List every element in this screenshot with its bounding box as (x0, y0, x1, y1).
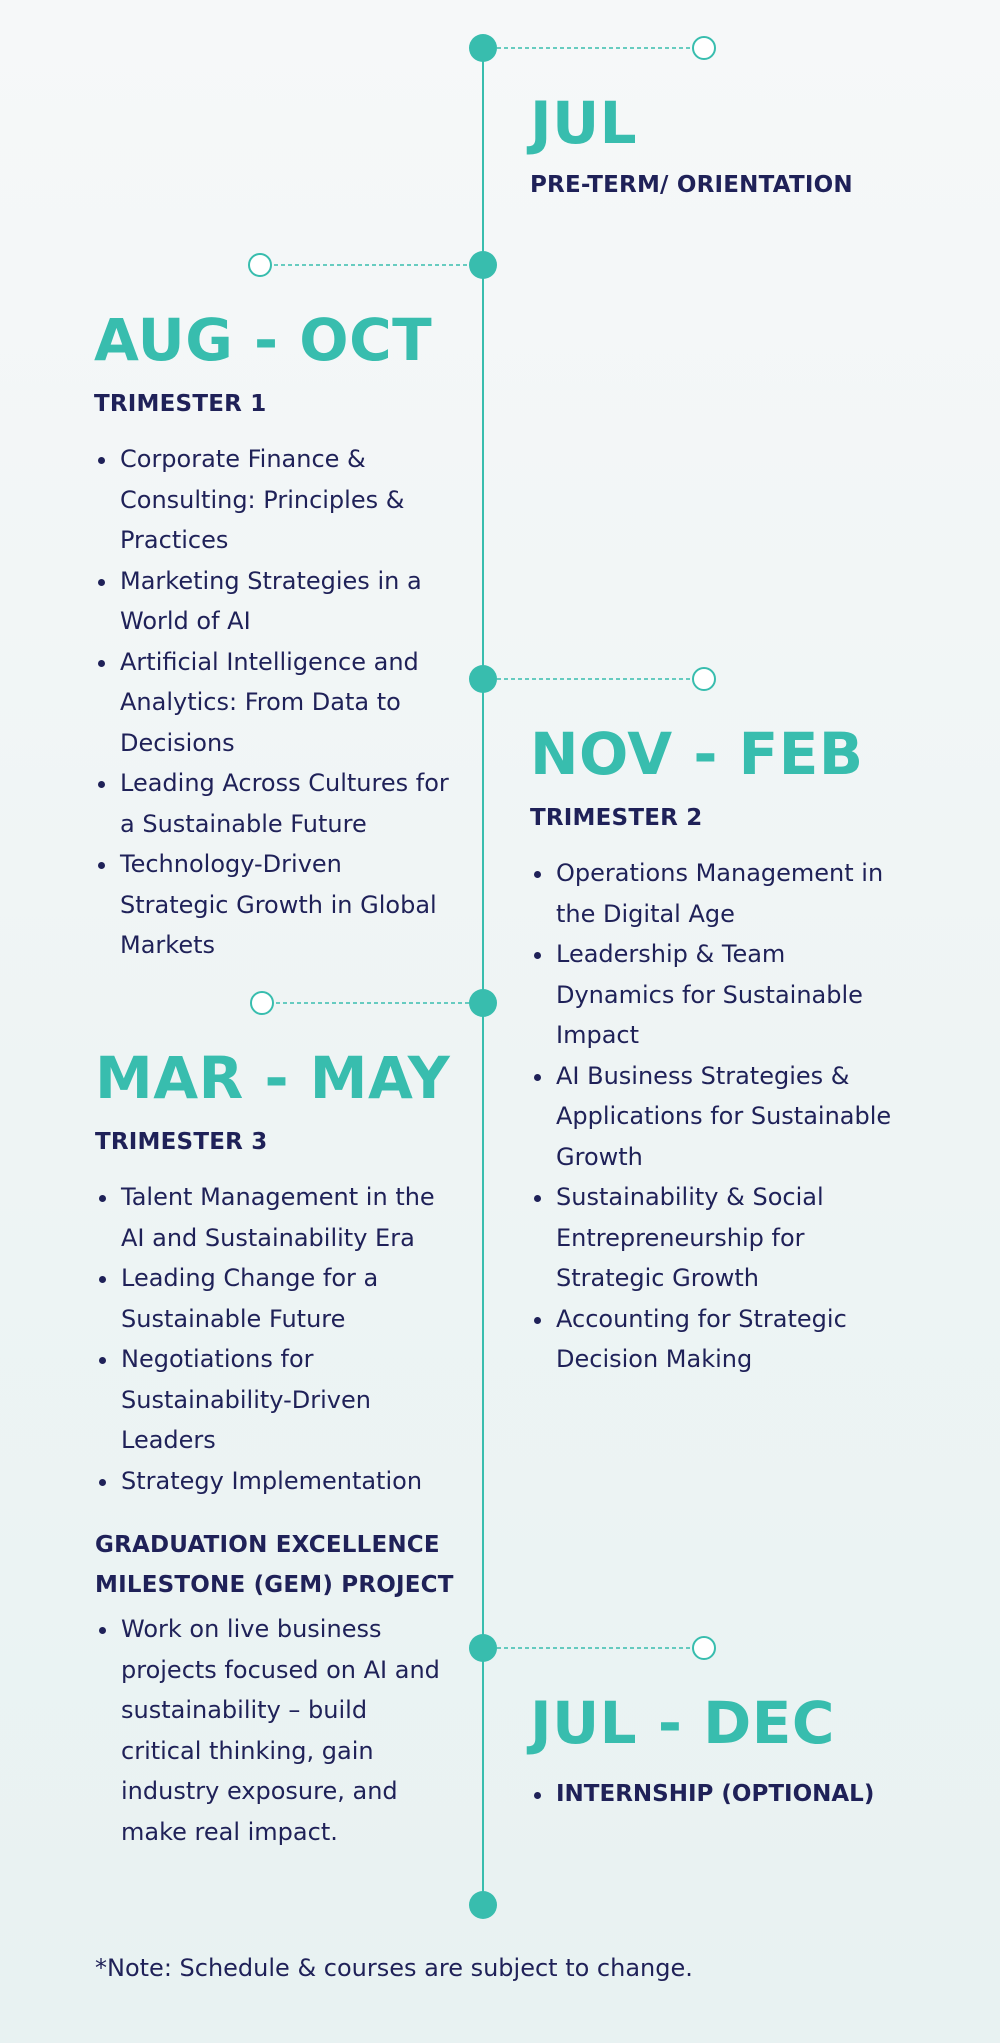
course-list (94, 439, 454, 966)
list-item: Negotiations for Sustainability-Driven Leaders (121, 1339, 455, 1461)
period-jul (530, 88, 950, 202)
list-item: Work on live business projects focused on AI and sustainability – build critical thinking, gain industry exposure, and make real impact. (121, 1609, 455, 1852)
footer-note: *Note: Schedule & courses are subject to change. (95, 1954, 693, 1982)
course-list (95, 1177, 455, 1501)
period-subtitle: PRE-TERM/ ORIENTATION (530, 172, 853, 198)
period-nov-feb (530, 719, 910, 1380)
node-aug-oct (469, 251, 497, 279)
list-item: Strategy Implementation (121, 1461, 455, 1502)
period-title: NOV - FEB (530, 720, 864, 788)
list-item: Talent Management in the AI and Sustainability Era (121, 1177, 455, 1258)
end-node-aug-oct (249, 254, 271, 276)
node-jul (469, 34, 497, 62)
list-item: Leading Across Cultures for a Sustainable Future (120, 763, 454, 844)
list-item: Operations Management in the Digital Age (556, 853, 910, 934)
end-node-jul-dec (693, 1637, 715, 1659)
period-subtitle: TRIMESTER 1 (94, 391, 267, 417)
node-mar-may (469, 989, 497, 1017)
node-nov-feb (469, 665, 497, 693)
list-item: Technology-Driven Strategic Growth in Global Markets (120, 844, 454, 966)
end-node-jul (693, 37, 715, 59)
period-title: JUL (530, 89, 638, 157)
period-title: JUL - DEC (530, 1689, 835, 1757)
list-item: Marketing Strategies in a World of AI (120, 561, 454, 642)
gem-project-title: GRADUATION EXCELLENCE MILESTONE (GEM) PROJECT (95, 1532, 454, 1598)
period-subtitle: TRIMESTER 2 (530, 805, 703, 831)
node-end (469, 1891, 497, 1919)
list-item: Leading Change for a Sustainable Future (121, 1258, 455, 1339)
node-jul-dec (469, 1634, 497, 1662)
gem-project-list (95, 1609, 455, 1852)
period-jul-dec (530, 1688, 950, 1815)
list-item: Corporate Finance & Consulting: Principles & Practices (120, 439, 454, 561)
end-node-mar-may (251, 992, 273, 1014)
period-title: AUG - OCT (94, 306, 433, 374)
course-list (530, 1774, 950, 1815)
list-item: INTERNSHIP (OPTIONAL) (556, 1774, 950, 1815)
period-subtitle: TRIMESTER 3 (95, 1129, 268, 1155)
period-title: MAR - MAY (95, 1044, 451, 1112)
list-item: Leadership & Team Dynamics for Sustainable Impact (556, 934, 910, 1056)
list-item: AI Business Strategies & Applications for Sustainable Growth (556, 1056, 910, 1178)
course-list (530, 853, 910, 1380)
period-aug-oct (94, 305, 454, 966)
list-item: Sustainability & Social Entrepreneurship for Strategic Growth (556, 1177, 910, 1299)
list-item: Artificial Intelligence and Analytics: From Data to Decisions (120, 642, 454, 764)
list-item: Accounting for Strategic Decision Making (556, 1299, 910, 1380)
period-mar-may (95, 1043, 455, 1852)
end-node-nov-feb (693, 668, 715, 690)
